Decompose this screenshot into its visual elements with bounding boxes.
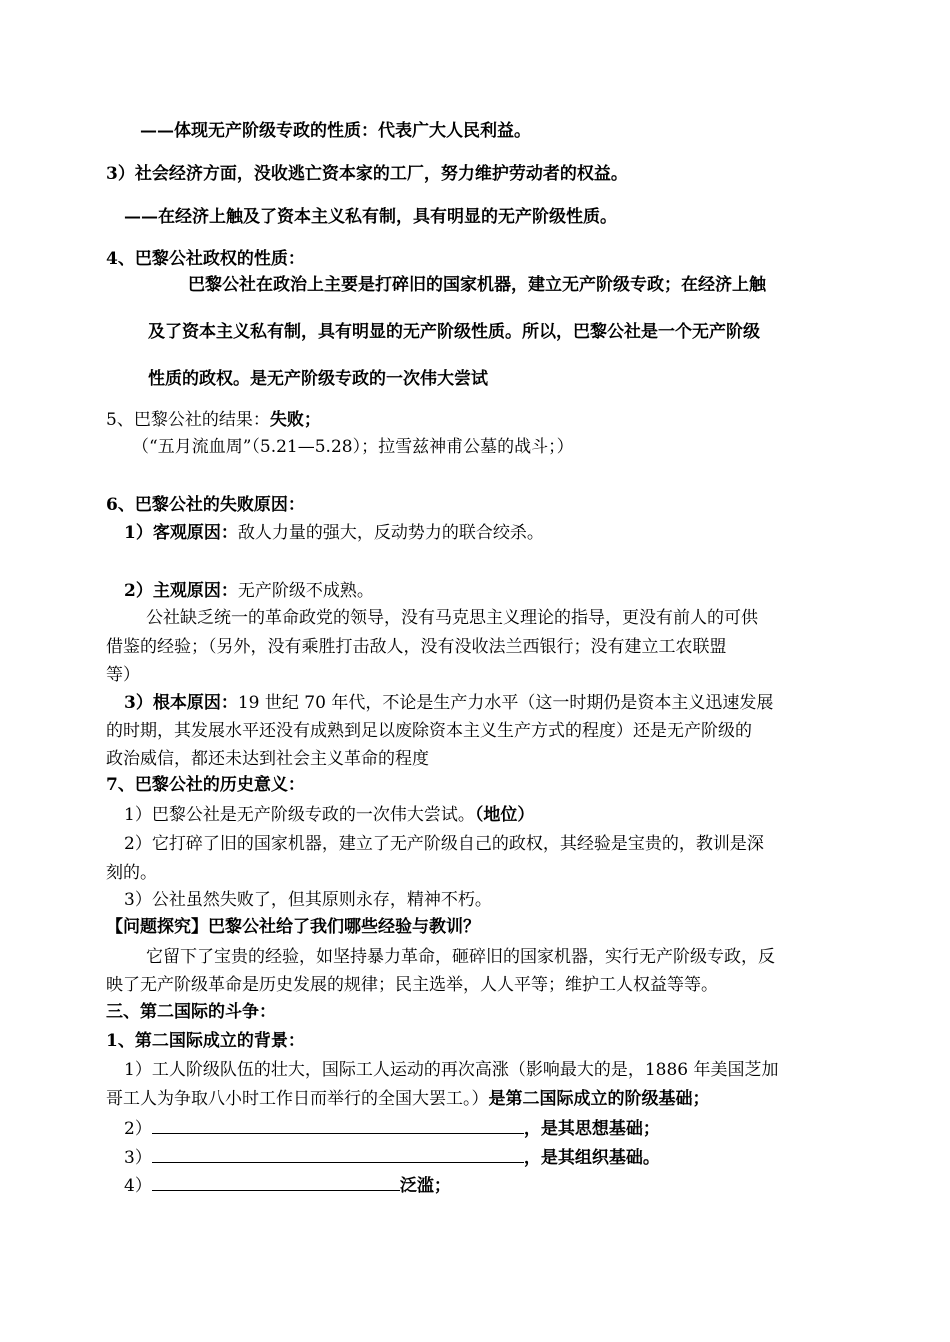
fill-blank-line (124, 1174, 451, 1197)
text-line: 它留下了宝贵的经验，如坚持暴力革命，砸碎旧的国家机器，实行无产阶级专政，反 (146, 947, 775, 967)
section-heading: 三、第二国际的斗争： (106, 1002, 276, 1022)
text-line (124, 692, 773, 714)
text-line: 性质的政权。是无产阶级专政的一次伟大尝试 (148, 369, 488, 389)
label-text: 3）根本原因： (124, 693, 238, 713)
text-line: 刻的。 (106, 863, 157, 883)
section-heading: 7、巴黎公社的历史意义： (106, 775, 305, 795)
emphasis-text: 是第二国际成立的阶级基础； (488, 1089, 710, 1109)
text-line (124, 804, 534, 826)
result-text: 失败； (269, 410, 321, 430)
text-line: （“五月流血周”（5.21—5.28）；拉雪兹神甫公墓的战斗；） (132, 437, 574, 457)
text-line: 3）社会经济方面，没收逃亡资本家的工厂，努力维护劳动者的权益。 (106, 164, 628, 184)
text-line: 政治威信，都还未达到社会主义革命的程度 (106, 749, 429, 769)
text-line: 及了资本主义私有制，具有明显的无产阶级性质。所以，巴黎公社是一个无产阶级 (148, 322, 760, 342)
blank-suffix: ，是其组织基础。 (523, 1148, 660, 1168)
text-line: 公社缺乏统一的革命政党的领导，没有马克思主义理论的指导，更没有前人的可供 (146, 608, 758, 628)
text-line (124, 522, 544, 544)
text-line: 映了无产阶级革命是历史发展的规律；民主选举，人人平等；维护工人权益等等。 (106, 975, 718, 995)
section-heading: 1、第二国际成立的背景： (106, 1031, 305, 1051)
item-number: 2） (124, 1119, 152, 1139)
text-line: 1）工人阶级队伍的壮大，国际工人运动的再次高涨（影响最大的是，1886 年美国芝加 (124, 1060, 779, 1080)
text-line: 2）它打碎了旧的国家机器，建立了无产阶级自己的政权，其经验是宝贵的，教训是深 (124, 834, 764, 854)
question-heading: 【问题探究】巴黎公社给了我们哪些经验与教训？ (106, 917, 480, 937)
text-line: 巴黎公社在政治上主要是打碎旧的国家机器，建立无产阶级专政；在经济上触 (188, 275, 766, 295)
answer-blank[interactable] (152, 1146, 524, 1163)
text-line: ——体现无产阶级专政的性质：代表广大人民利益。 (140, 121, 531, 141)
blank-suffix: 泛滥； (399, 1176, 451, 1196)
body-text: 哥工人为争取八小时工作日而举行的全国大罢工。） (106, 1089, 489, 1109)
body-text: 1）巴黎公社是无产阶级专政的一次伟大尝试。 (124, 805, 475, 825)
emphasis-text: （地位） (474, 805, 535, 825)
answer-blank[interactable] (152, 1117, 524, 1134)
label-text: 2）主观原因： (124, 581, 238, 601)
body-text: 无产阶级不成熟。 (237, 581, 374, 601)
fill-blank-line (124, 1117, 660, 1140)
fill-blank-line (124, 1146, 660, 1169)
text-line: 借鉴的经验；（另外，没有乘胜打击敌人，没有没收法兰西银行；没有建立工农联盟 (106, 637, 727, 657)
body-text: 敌人力量的强大，反动势力的联合绞杀。 (237, 523, 544, 543)
text-line: ——在经济上触及了资本主义私有制，具有明显的无产阶级性质。 (124, 207, 617, 227)
section-heading: 6、巴黎公社的失败原因： (106, 495, 305, 515)
blank-suffix: ，是其思想基础； (523, 1119, 660, 1139)
heading-text: 5、巴黎公社的结果： (106, 410, 270, 430)
item-number: 4） (124, 1176, 152, 1196)
answer-blank[interactable] (152, 1174, 400, 1191)
text-line: 的时期，其发展水平还没有成熟到足以废除资本主义生产方式的程度）还是无产阶级的 (106, 721, 752, 741)
label-text: 1）客观原因： (124, 523, 238, 543)
text-line (106, 1088, 710, 1110)
text-line: 等） (106, 665, 140, 685)
section-heading (106, 409, 321, 431)
section-heading: 4、巴黎公社政权的性质： (106, 249, 305, 269)
body-text: 19 世纪 70 年代，不论是生产力水平（这一时期仍是资本主义迅速发展 (237, 693, 774, 713)
item-number: 3） (124, 1148, 152, 1168)
text-line (124, 580, 374, 602)
text-line: 3）公社虽然失败了，但其原则永存，精神不朽。 (124, 890, 492, 910)
